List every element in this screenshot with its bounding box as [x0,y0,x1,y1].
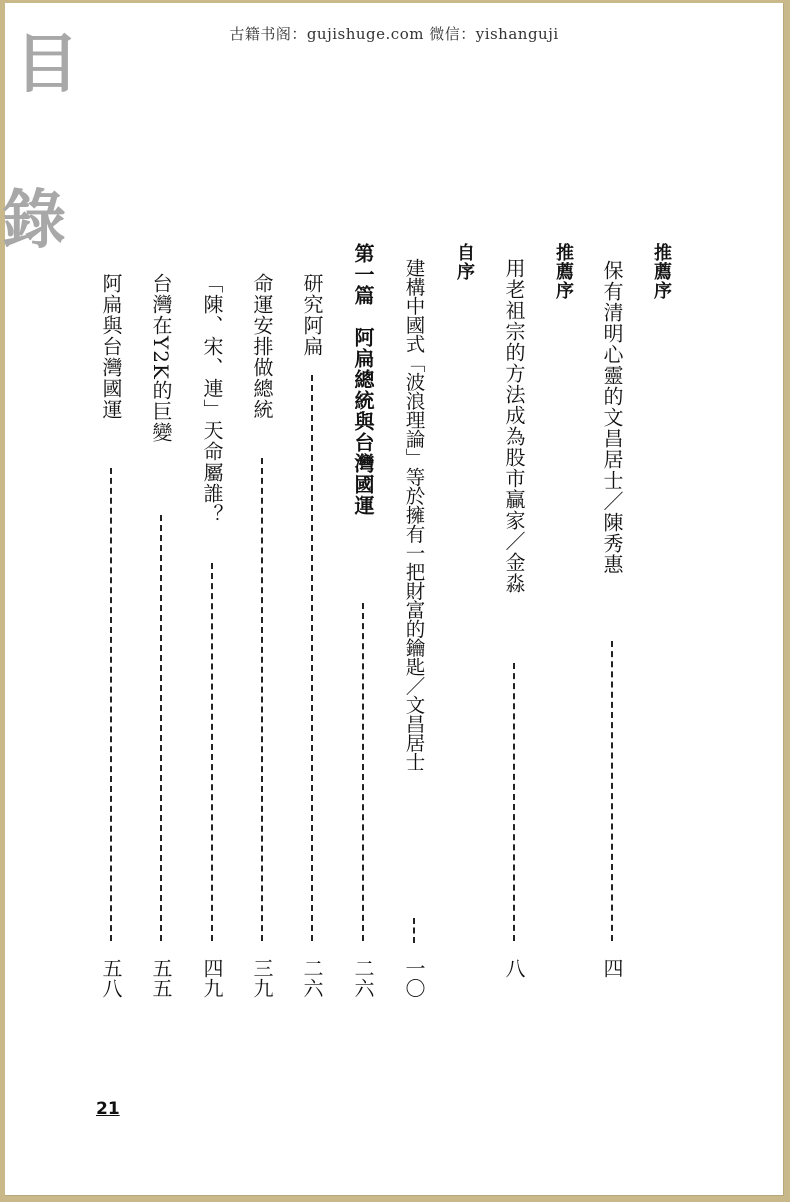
toc-item-title: 「陳、宋、連」天命屬誰？ [200,273,224,525]
toc-item-leader [110,468,112,941]
rec2-label: 推薦序 [553,243,574,300]
toc-item-leader [211,563,213,941]
preface-leader [413,918,415,943]
preface-page: 一〇 [402,958,426,998]
rec1-page: 四 [600,958,624,978]
rec1-label: 推薦序 [651,243,672,300]
heading-char-lu: 錄 [2,184,66,258]
toc-item-title: 命運安排做總統 [250,273,274,420]
rec2-page: 八 [502,958,526,978]
toc-item-title: 台灣在Y2K的巨變 [149,273,173,443]
toc-item-page: 四九 [200,958,224,998]
toc-item-leader [311,375,313,941]
preface-title: 建構中國式「波浪理論」等於擁有一把財富的鑰匙／文昌居士 [402,258,426,771]
rec2-title: 用老祖宗的方法成為股市贏家／金淼 [502,258,526,594]
toc-item-title: 研究阿扁 [300,273,324,357]
part1-title: 第一篇 阿扁總統與台灣國運 [351,243,375,516]
part1-page: 二六 [351,958,375,998]
toc-item-page: 五八 [99,958,123,998]
part1-leader [362,603,364,941]
heading-char-mu: 目 [15,28,79,102]
toc-item-page: 二六 [300,958,324,998]
toc-item-leader [261,458,263,941]
toc-item-title: 阿扁與台灣國運 [99,273,123,420]
book-page [2,3,784,1196]
watermark: 古籍书阁：gujishuge.com 微信：yishanguji [229,25,559,43]
rec1-leader [611,641,613,941]
rec1-title: 保有清明心靈的文昌居士／陳秀惠 [600,260,624,575]
preface-label: 自序 [454,243,475,281]
toc-item-leader [160,515,162,941]
rec2-leader [513,663,515,941]
page-number: 21 [96,1099,120,1119]
toc-item-page: 五五 [149,958,173,998]
toc-item-page: 三九 [250,958,274,998]
